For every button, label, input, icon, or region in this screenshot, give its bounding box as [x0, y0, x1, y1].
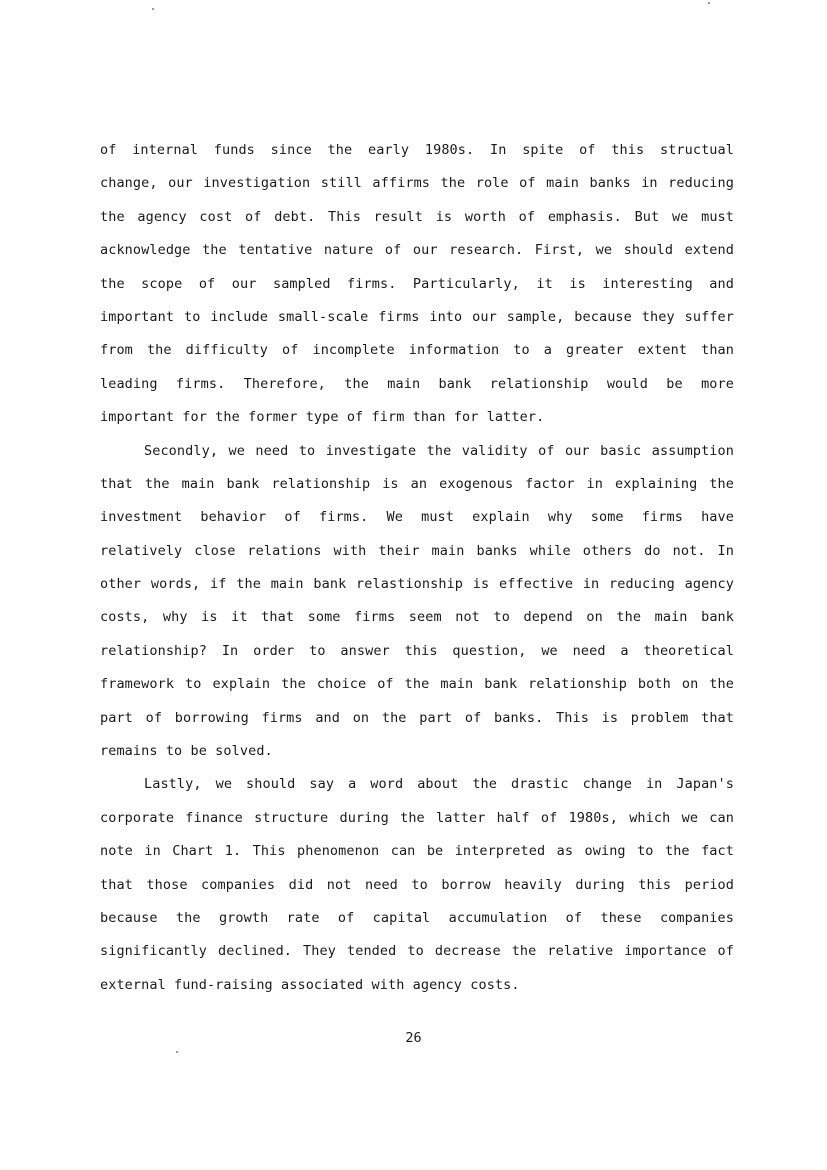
- text-line: external fund-raising associated with agency costs.: [100, 976, 520, 993]
- text-line: note in Chart 1. This phenomenon can be interpreted as owing to the fact: [100, 843, 734, 860]
- text-line: corporate finance structure during the latter half of 1980s, which we can: [100, 809, 734, 826]
- text-line: framework to explain the choice of the main bank relationship both on the: [100, 676, 734, 693]
- text-line: important for the former type of firm than for latter.: [100, 409, 545, 426]
- text-line: other words, if the main bank relastionship is effective in reducing agency: [100, 576, 734, 593]
- text-line: relatively close relations with their main banks while others do not. In: [100, 542, 734, 559]
- text-line: Secondly, we need to investigate the validity of our basic assumption: [144, 442, 734, 459]
- text-line: leading firms. Therefore, the main bank relationship would be more: [100, 375, 734, 392]
- scan-speck: [176, 1051, 178, 1053]
- text-line: remains to be solved.: [100, 743, 273, 760]
- scan-speck: [708, 2, 710, 4]
- paragraph-1: [100, 134, 734, 435]
- text-line: Lastly, we should say a word about the drastic change in Japan's: [144, 776, 734, 793]
- text-line: part of borrowing firms and on the part of banks. This is problem that: [100, 709, 734, 726]
- text-line: that those companies did not need to borrow heavily during this period: [100, 876, 734, 893]
- text-line: investment behavior of firms. We must explain why some firms have: [100, 509, 734, 526]
- text-line: important to include small-scale firms into our sample, because they suffer: [100, 308, 734, 325]
- text-line: from the difficulty of incomplete information to a greater extent than: [100, 342, 734, 359]
- text-line: that the main bank relationship is an exogenous factor in explaining the: [100, 475, 734, 492]
- text-line: acknowledge the tentative nature of our research. First, we should extend: [100, 242, 734, 259]
- text-line: the agency cost of debt. This result is worth of emphasis. But we must: [100, 208, 734, 225]
- paragraph-3: [100, 768, 734, 1002]
- text-line: relationship? In order to answer this question, we need a theoretical: [100, 642, 734, 659]
- text-line: the scope of our sampled firms. Particularly, it is interesting and: [100, 275, 734, 292]
- page-number: 26: [405, 1030, 422, 1046]
- text-line: of internal funds since the early 1980s. In spite of this structual: [100, 142, 734, 158]
- paragraph-2: [100, 435, 734, 769]
- body-text: [100, 134, 734, 1002]
- text-line: significantly declined. They tended to decrease the relative importance of: [100, 943, 734, 960]
- text-line: because the growth rate of capital accumulation of these companies: [100, 909, 734, 926]
- text-line: costs, why is it that some firms seem not to depend on the main bank: [100, 609, 734, 626]
- text-line: change, our investigation still affirms the role of main banks in reducing: [100, 175, 734, 192]
- scan-speck: [152, 8, 154, 10]
